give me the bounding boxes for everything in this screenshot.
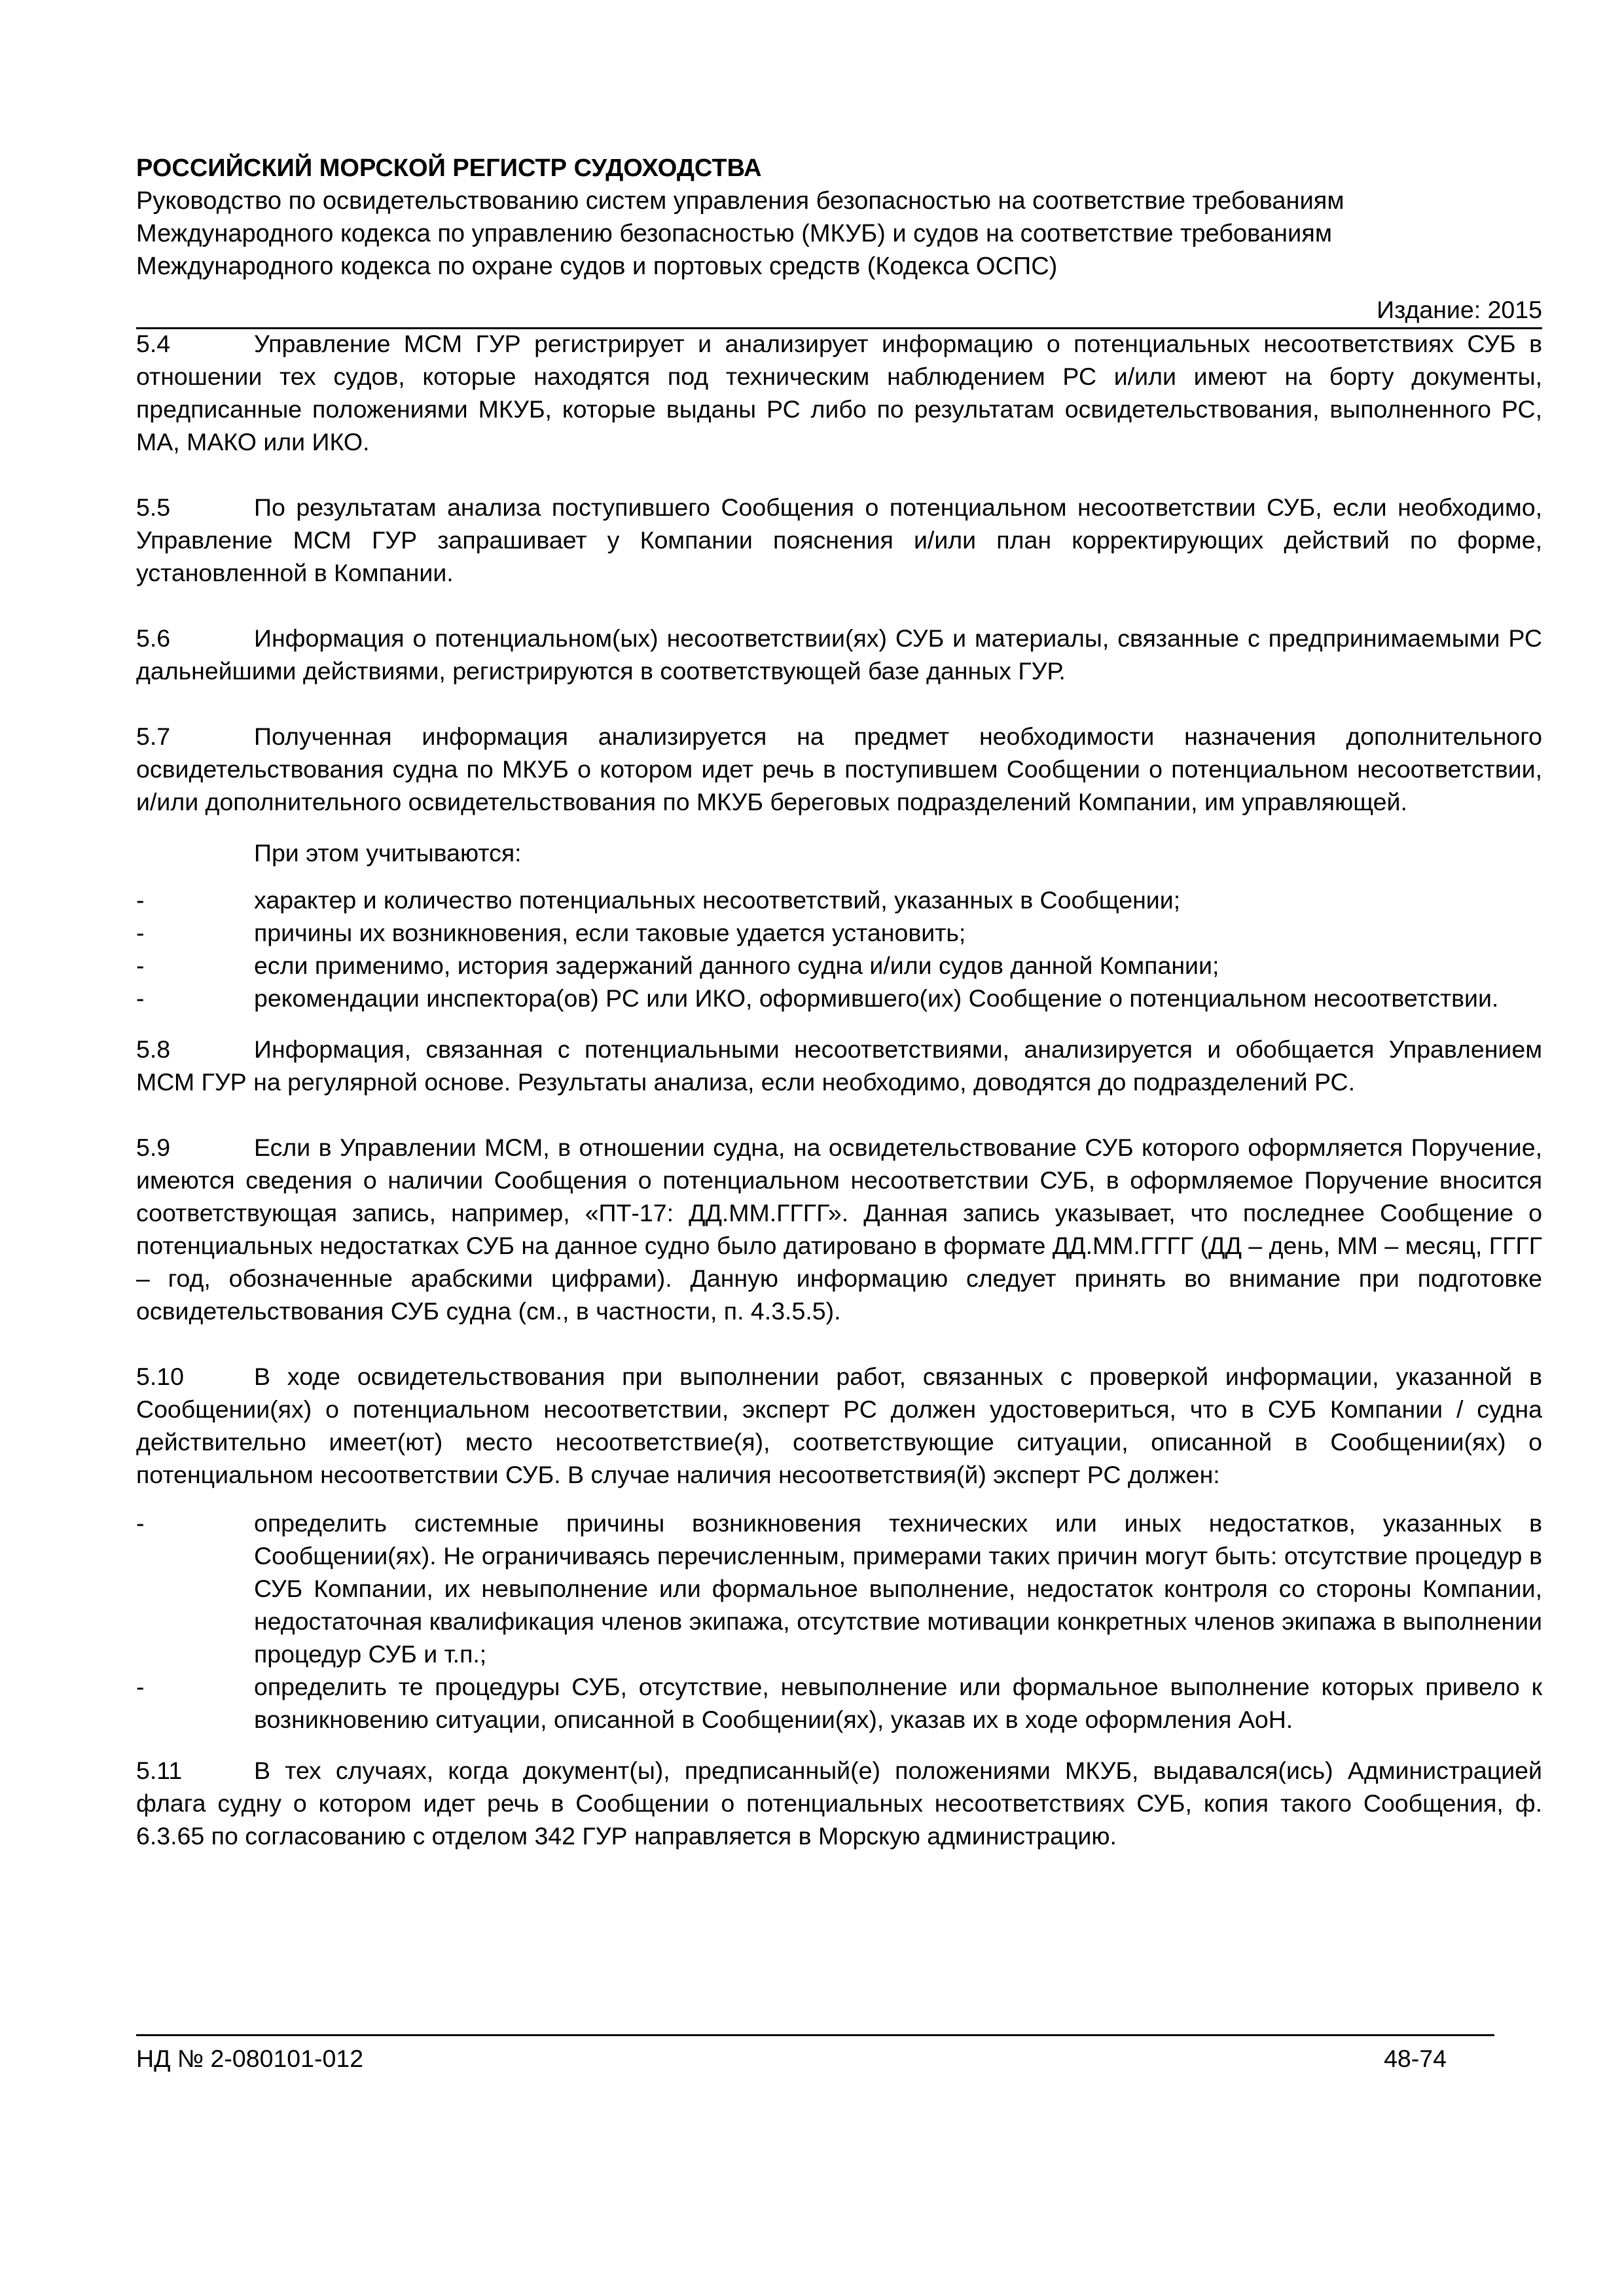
- list-item: - определить те процедуры СУБ, отсутствие, невыполнение или формальное выполнение которых привело к возникновению ситуации, описанной в Сообщении(ях), указав их в ходе оформления AoH.: [136, 1670, 1542, 1736]
- document-title-line: Международного кодекса по управлению безопасностью (МКУБ) и судов на соответствие требованиям: [136, 220, 1332, 247]
- list-item: - характер и количество потенциальных несоответствий, указанных в Сообщении;: [136, 884, 1542, 916]
- section-5-11: [136, 1754, 1542, 1852]
- dash-marker: -: [136, 1509, 145, 1537]
- section-text: В ходе освидетельствования при выполнении работ, связанных с проверкой информации, указанной в Сообщении(ях) о потенциальном несоответствии, эксперт РС должен удостовериться, что в СУБ Компании / судна действительно имеет(ют) место несоответствие(я), соответствующие ситуации, описанной в Сообщении(ях) о потенциальном несоответствии СУБ. В случае наличия несоответствия(й) эксперт РС должен:: [136, 1363, 1542, 1488]
- dash-marker: -: [136, 886, 145, 914]
- section-text: Информация о потенциальном(ых) несоответствии(ях) СУБ и материалы, связанные с предпринимаемыми РС дальнейшими действиями, регистрируются в соответствующей базе данных ГУР.: [136, 624, 1542, 685]
- section-text: В тех случаях, когда документ(ы), предписанный(е) положениями МКУБ, выдавался(ись) Администрацией флага судну о котором идет речь в Сообщении о потенциальных несоответствиях СУБ, копия такого Сообщения, ф. 6.3.65 по согласованию с отделом 342 ГУР направляется в Морскую администрацию.: [136, 1757, 1542, 1850]
- section-number: 5.4: [136, 330, 171, 357]
- list-item: - причины их возникновения, если таковые удается установить;: [136, 916, 1542, 949]
- section-5-8: [136, 1033, 1542, 1098]
- section-number: 5.11: [136, 1757, 183, 1784]
- dash-marker: -: [136, 919, 145, 946]
- section-number: 5.7: [136, 723, 171, 750]
- section-text: Управление МСМ ГУР регистрирует и анализирует информацию о потенциальных несоответствиях СУБ в отношении тех судов, которые находятся под техническим наблюдением РС и/или имеют на борту документы, предписанные положениями МКУБ, которые выданы РС либо по результатам освидетельствования, выполненного РС, МА, МАКО или ИКО.: [136, 330, 1542, 456]
- section-5-9: [136, 1131, 1542, 1327]
- document-number: НД № 2-080101-012: [136, 2045, 364, 2072]
- section-number: 5.6: [136, 624, 171, 652]
- section-text: По результатам анализа поступившего Сообщения о потенциальном несоответствии СУБ, если необходимо, Управление МСМ ГУР запрашивает у Компании пояснения и/или план корректирующих действий по форме, установленной в Компании.: [136, 493, 1542, 586]
- section-number: 5.5: [136, 493, 171, 521]
- list-item: - если применимо, история задержаний данного судна и/или судов данной Компании;: [136, 949, 1542, 982]
- document-title-line: Руководство по освидетельствованию систем управления безопасностью на соответствие требованиям: [136, 187, 1344, 215]
- expert-duties-list: [136, 1507, 1542, 1736]
- section-text: Информация, связанная с потенциальными несоответствиями, анализируется и обобщается Управлением МСМ ГУР на регулярной основе. Результаты анализа, если необходимо, доводятся до подразделений РС.: [136, 1035, 1542, 1096]
- dash-marker: -: [136, 952, 145, 979]
- section-5-5: [136, 491, 1542, 589]
- page-header: [136, 152, 1542, 283]
- section-number: 5.8: [136, 1035, 171, 1063]
- list-item: - определить системные причины возникновения технических или иных недостатков, указанных в Сообщении(ях). Не ограничиваясь перечисленным, примерами таких причин могут быть: отсутствие процедур в СУБ Компании, их невыполнение или формальное выполнение, недостаток контроля со стороны Компании, недостаточная квалификация членов экипажа, отсутствие мотивации конкретных членов экипажа в выполнении процедур СУБ и т.п.;: [136, 1507, 1542, 1670]
- section-number: 5.10: [136, 1363, 184, 1390]
- section-5-6: [136, 622, 1542, 687]
- footer-divider: [136, 2034, 1494, 2036]
- dash-marker: -: [136, 1673, 145, 1700]
- page-footer: [136, 2042, 1447, 2075]
- page-number: 48-74: [1384, 2045, 1447, 2072]
- document-title-line: Международного кодекса по охране судов и портовых средств (Кодекса ОСПС): [136, 253, 1058, 280]
- organization-title: РОССИЙСКИЙ МОРСКОЙ РЕГИСТР СУДОХОДСТВА: [136, 154, 762, 182]
- list-item: - рекомендации инспектора(ов) РС или ИКО, оформившего(их) Сообщение о потенциальном несоответствии.: [136, 982, 1542, 1014]
- section-5-4: [136, 327, 1542, 458]
- document-body: [136, 327, 1542, 1885]
- section-5-7: [136, 720, 1542, 818]
- considerations-list: [136, 884, 1542, 1014]
- section-5-10: [136, 1360, 1542, 1491]
- section-text: Если в Управлении МСМ, в отношении судна, на освидетельствование СУБ которого оформляется Поручение, имеются сведения о наличии Сообщения о потенциальном несоответствии СУБ, в оформляемое Поручение вносится соответствующая запись, например, «ПТ-17: ДД.ММ.ГГГГ». Данная запись указывает, что последнее Сообщение о потенциальных недостатках СУБ на данное судно было датировано в формате ДД.ММ.ГГГГ (ДД – день, ММ – месяц, ГГГГ – год, обозначенные арабскими цифрами). Данную информацию следует принять во внимание при подготовке освидетельствования СУБ судна (см., в частности, п. 4.3.5.5).: [136, 1134, 1542, 1325]
- section-number: 5.9: [136, 1134, 171, 1161]
- list-lead-text: При этом учитываются:: [254, 839, 522, 867]
- section-text: Полученная информация анализируется на предмет необходимости назначения дополнительного освидетельствования судна по МКУБ о котором идет речь в поступившем Сообщении о потенциальном несоответствии, и/или дополнительного освидетельствования по МКУБ береговых подразделений Компании, им управляющей.: [136, 723, 1542, 816]
- dash-marker: -: [136, 984, 145, 1012]
- edition-label: Издание: 2015: [1377, 296, 1542, 323]
